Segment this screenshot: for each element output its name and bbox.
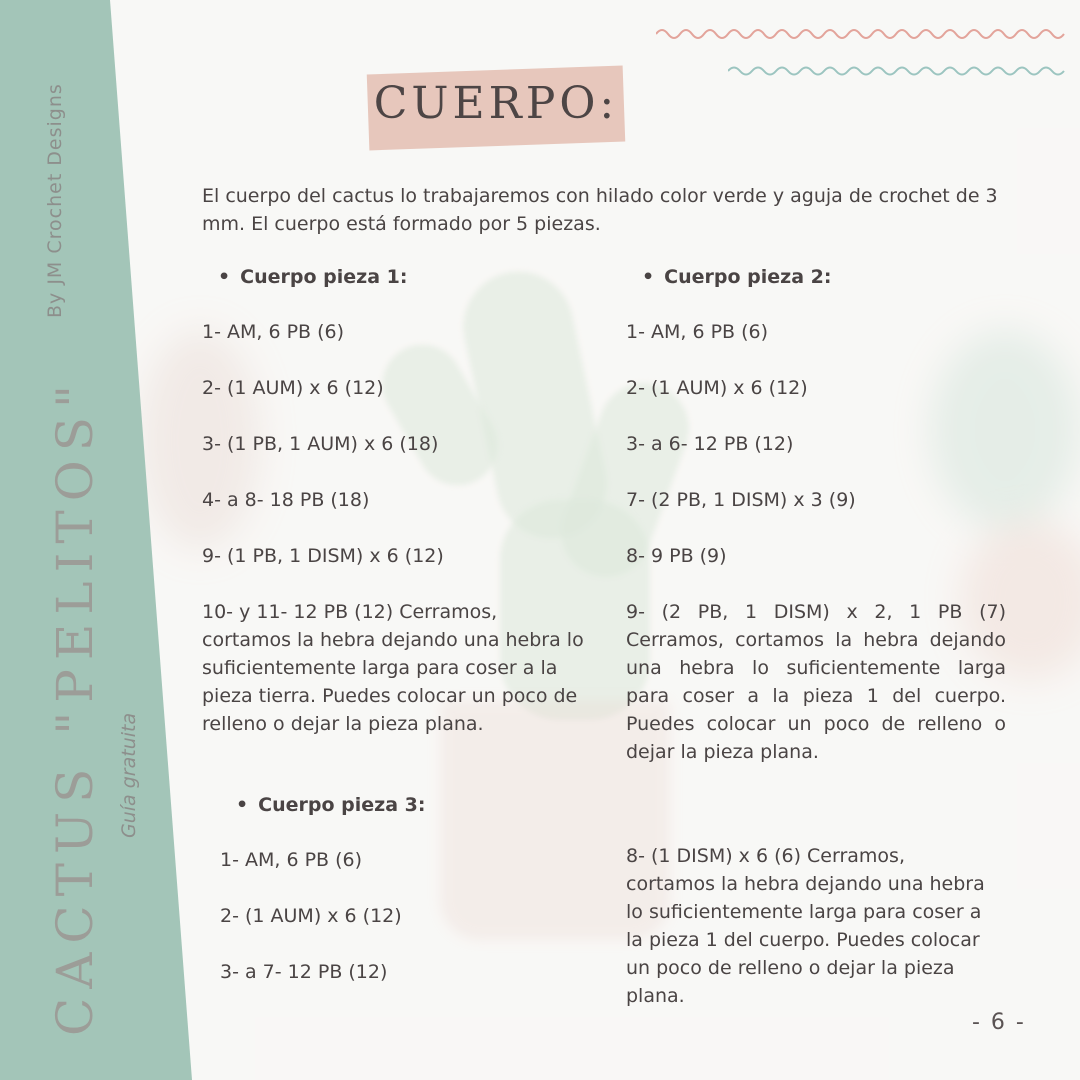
- page-heading: CUERPO:: [373, 78, 619, 129]
- piece2-row: 8- 9 PB (9): [626, 545, 727, 567]
- teal-wave-decoration: [728, 64, 1072, 78]
- piece2-title: • Cuerpo pieza 2:: [642, 266, 831, 288]
- piece1-row: 1- AM, 6 PB (6): [202, 321, 345, 343]
- piece1-row: 9- (1 PB, 1 DISM) x 6 (12): [202, 545, 444, 567]
- piece1-row: 2- (1 AUM) x 6 (12): [202, 377, 384, 399]
- piece3-row: 1- AM, 6 PB (6): [220, 849, 363, 871]
- piece3-closing: 8- (1 DISM) x 6 (6) Cerramos, cortamos la hebra dejando una hebra lo suficientemente larga para coser a la pieza 1 del cuerpo. Puedes colocar un poco de relleno o dejar la pieza plana.: [626, 845, 985, 1007]
- piece2-row: 7- (2 PB, 1 DISM) x 3 (9): [626, 489, 856, 511]
- piece3-row: 2- (1 AUM) x 6 (12): [220, 905, 402, 927]
- sidebar-byline: By JM Crochet Designs: [44, 83, 66, 318]
- piece2-row: 2- (1 AUM) x 6 (12): [626, 377, 808, 399]
- piece1-row: 4- a 8- 18 PB (18): [202, 489, 370, 511]
- piece2-row: 3- a 6- 12 PB (12): [626, 433, 794, 455]
- piece3-title: • Cuerpo pieza 3:: [236, 794, 425, 816]
- piece1-closing: 10- y 11- 12 PB (12) Cerramos, cortamos la hebra dejando una hebra lo suficientemente larga para coser a la pieza tierra. Puedes colocar un poco de relleno o dejar la pieza plana.: [202, 601, 584, 735]
- piece1-row: 3- (1 PB, 1 AUM) x 6 (18): [202, 433, 439, 455]
- piece2-closing: 9- (2 PB, 1 DISM) x 2, 1 PB (7) Cerramos, cortamos la hebra dejando una hebra lo suficientemente larga para coser a la pieza 1 del cuerpo. Puedes colocar un poco de relleno o dejar la pieza plana.: [626, 601, 1006, 763]
- sidebar-subtitle: Guía gratuita: [118, 712, 140, 838]
- piece1-title: • Cuerpo pieza 1:: [218, 266, 407, 288]
- red-wave-decoration: [656, 26, 1072, 42]
- sidebar-title: CACTUS "PELITOS": [46, 376, 104, 1036]
- intro-text: El cuerpo del cactus lo trabajaremos con hilado color verde y aguja de crochet de 3 mm. El cuerpo está formado por 5 piezas.: [202, 185, 998, 235]
- page-number: - 6 -: [972, 1010, 1026, 1035]
- piece3-row: 3- a 7- 12 PB (12): [220, 961, 388, 983]
- piece2-row: 1- AM, 6 PB (6): [626, 321, 769, 343]
